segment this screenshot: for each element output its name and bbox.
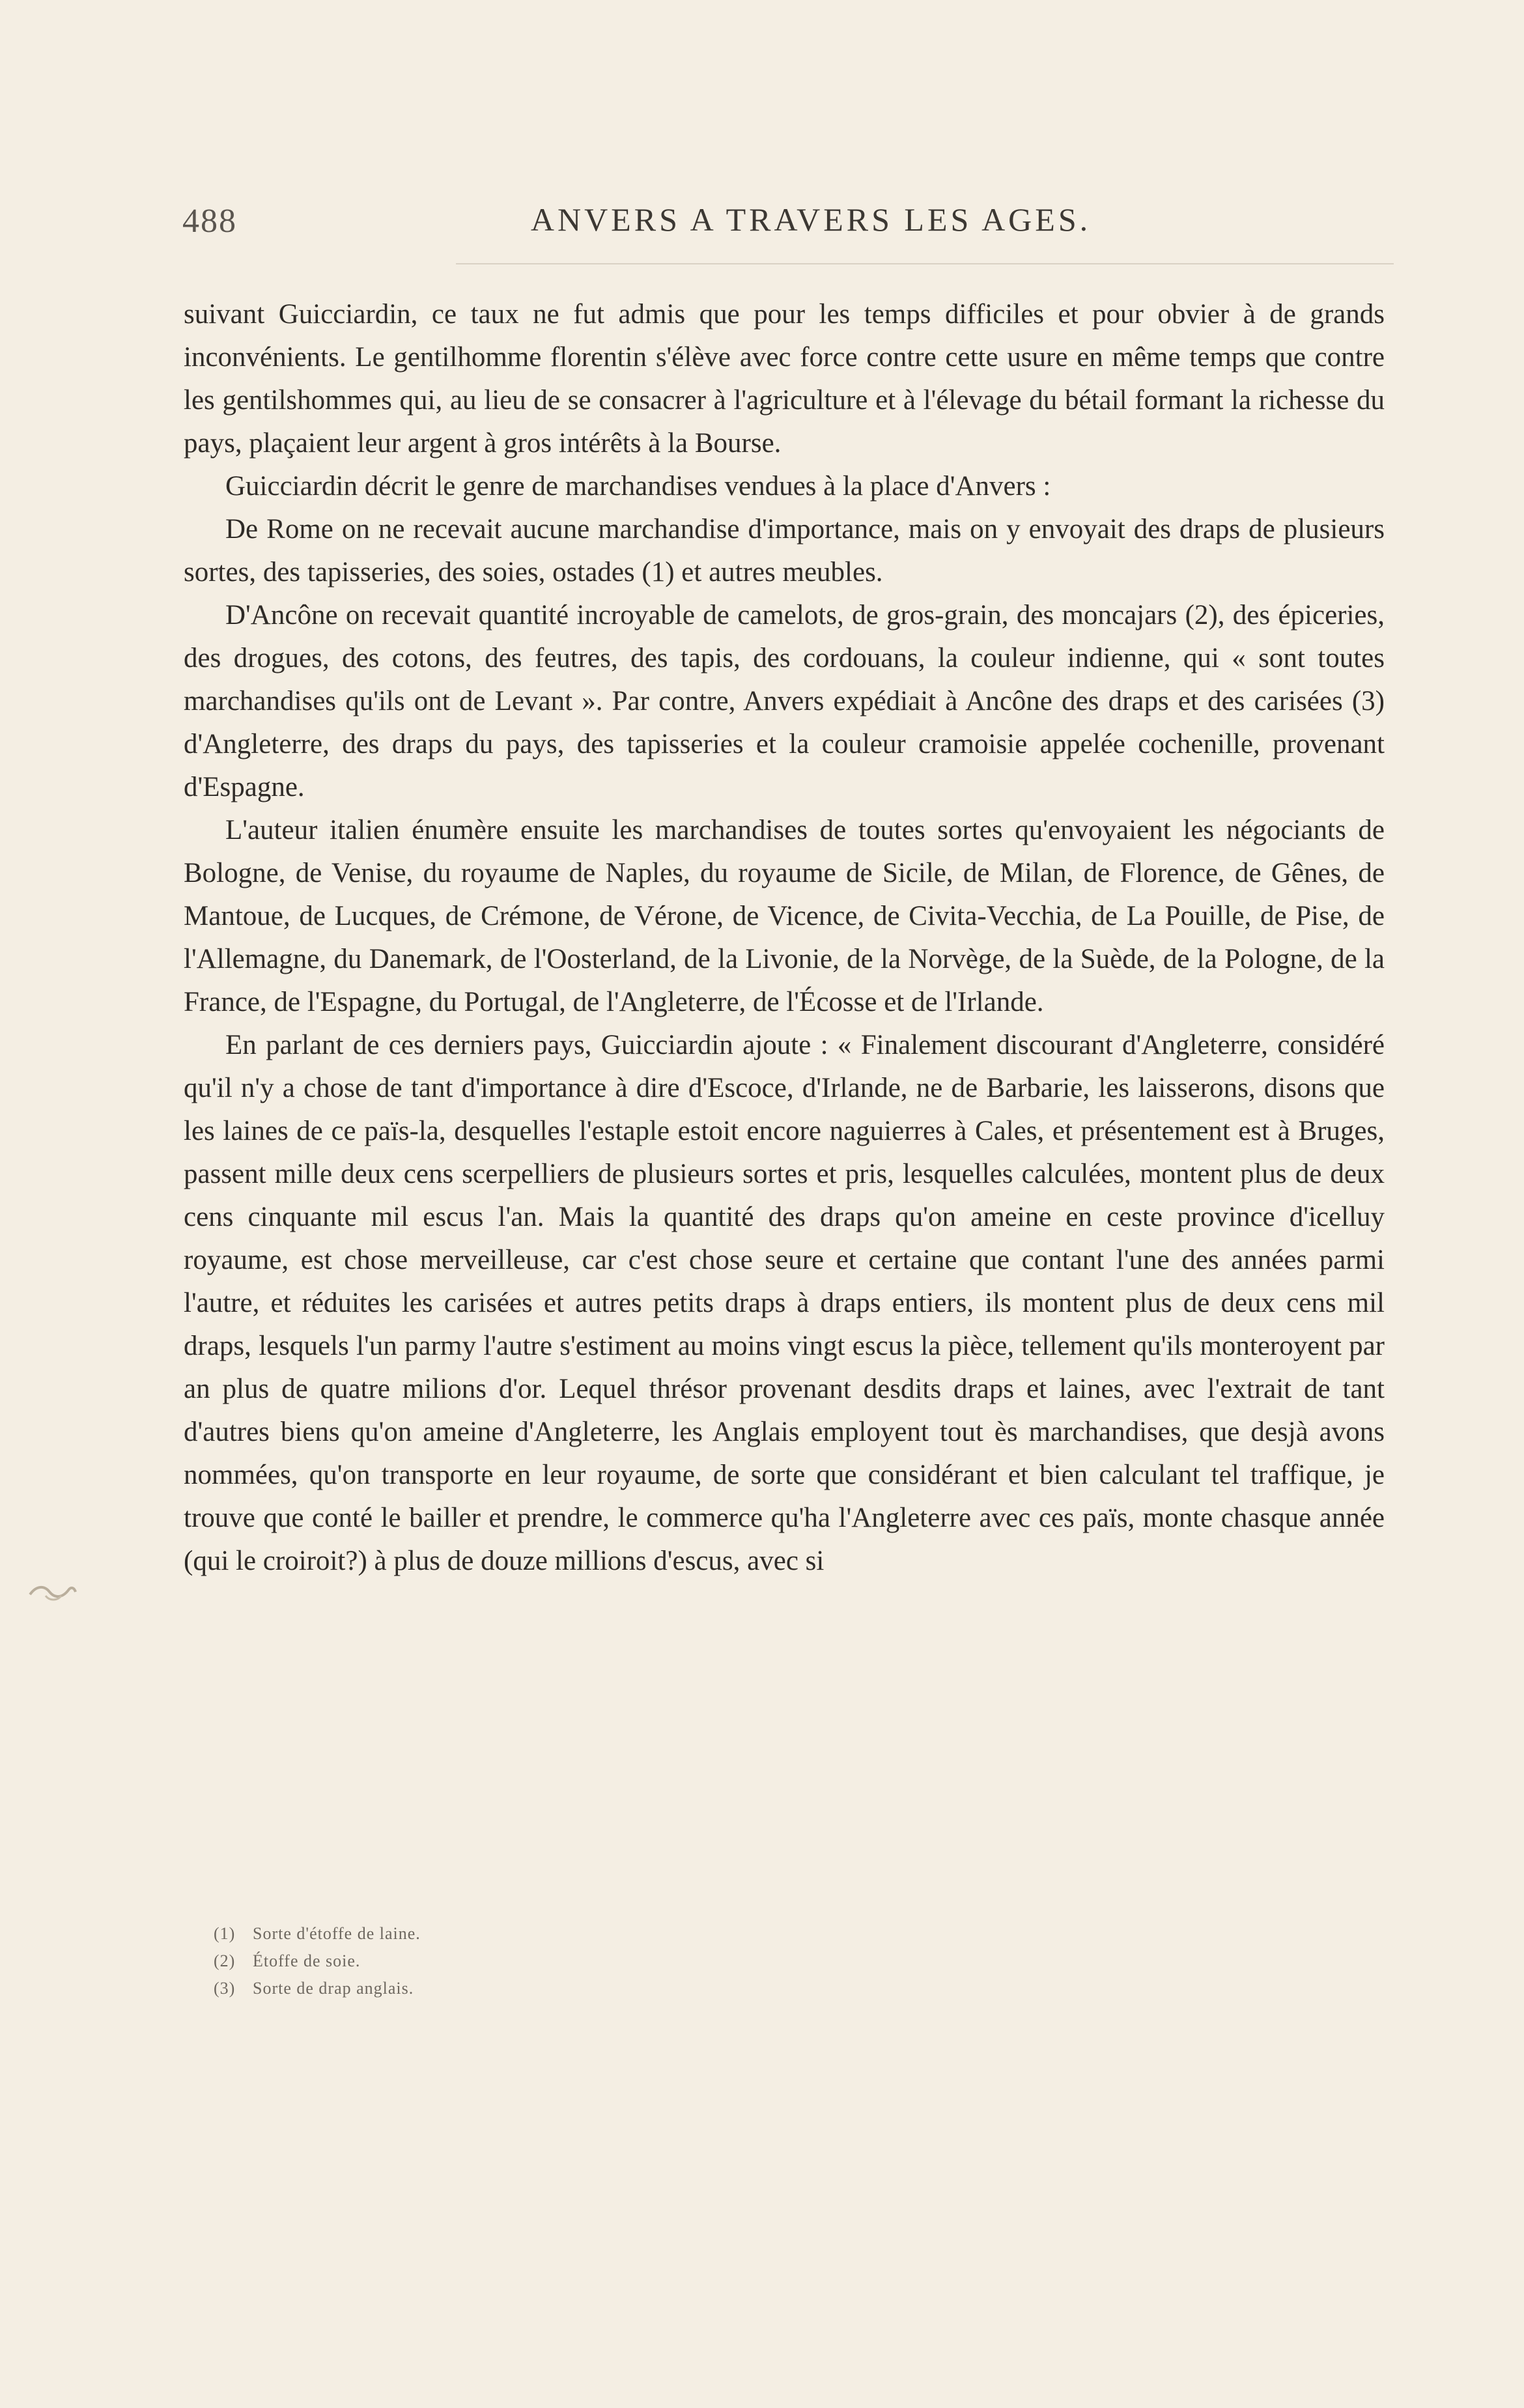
page-header [182,195,1394,248]
footnotes [214,1920,1125,2002]
paragraph: suivant Guicciardin, ce taux ne fut admis que pour les temps difficiles et pour obvier à de grands inconvénients. Le gentilhomme florentin s'élève avec force contre cette usure en même temps que contre les gentilshommes qui, au lieu de se consacrer à l'agriculture et à l'élevage du bétail formant la richesse du pays, plaçaient leur argent à gros intérêts à la Bourse. [184,299,1385,459]
footnote [214,1948,1125,1975]
paragraph: L'auteur italien énumère ensuite les marchandises de toutes sortes qu'envoyaient les négociants de Bologne, de Venise, du royaume de Naples, du royaume de Sicile, de Milan, de Florence, de Gênes, de Mantoue, de Lucques, de Crémone, de Vérone, de Vicence, de Civita-Vecchia, de La Pouille, de Pise, de l'Allemagne, du Danemark, de l'Oosterland, de la Livonie, de la Norvège, de la Suède, de la Pologne, de la France, de l'Espagne, du Portugal, de l'Angleterre, de l'Écosse et de l'Irlande. [184,815,1385,1017]
footnote-mark: (3) [214,1979,236,1998]
footnote [214,1920,1125,1948]
paragraph: Guicciardin décrit le genre de marchandises vendues à la place d'Anvers : [225,471,1051,502]
footnote-mark: (2) [214,1951,236,1970]
page-number: 488 [182,203,237,240]
footnote-text: Étoffe de soie. [253,1951,361,1970]
footnote [214,1975,1125,2002]
footnote-mark: (1) [214,1924,236,1943]
paragraph: De Rome on ne recevait aucune marchandise d'importance, mais on y envoyait des draps de plusieurs sortes, des tapisseries, des soies, ostades (1) et autres meubles. [184,514,1385,588]
footnote-text: Sorte de drap anglais. [253,1979,414,1998]
footnote-text: Sorte d'étoffe de laine. [253,1924,421,1943]
paragraph: D'Ancône on recevait quantité incroyable de camelots, de gros-grain, des moncajars (2), des épiceries, des drogues, des cotons, des feutres, des tapis, des cordouans, la couleur indienne, qui « sont toutes marchandises qu'ils ont de Levant ». Par contre, Anvers expédiait à Ancône des draps et des carisées (3) d'Angleterre, des draps du pays, des tapisseries et la couleur cramoisie appelée cochenille, provenant d'Espagne. [184,600,1385,802]
body-text [184,293,1385,1583]
running-title: ANVERS A TRAVERS LES AGES. [530,201,1092,238]
header-rule [456,263,1394,264]
margin-ornament-icon [26,1579,78,1605]
paragraph: En parlant de ces derniers pays, Guicciardin ajoute : « Finalement discourant d'Angleterre, considéré qu'il n'y a chose de tant d'importance à dire d'Escoce, d'Irlande, ne de Barbarie, les laisserons, disons que les laines de ce païs-la, desquelles l'estaple estoit encore naguierres à Cales, et présentement est à Bruges, passent mille deux cens scerpelliers de plusieurs sortes et pris, lesquelles calculées, montent plus de deux cens cinquante mil escus l'an. Mais la quantité des draps qu'on ameine en ceste province d'icelluy royaume, est chose merveilleuse, car c'est chose seure et certaine que contant l'une des années parmi l'autre, et réduites les carisées et autres petits draps à draps entiers, ils montent plus de deux cens mil draps, lesquels l'un parmy l'autre s'estiment au moins vingt escus la pièce, tellement qu'ils monteroyent par an plus de quatre milions d'or. Lequel thrésor provenant desdits draps et laines, avec l'extrait de tant d'autres biens qu'on ameine d'Angleterre, les Anglais employent tout ès marchandises, que desjà avons nommées, qu'on transporte en leur royaume, de sorte que considérant et bien calculant tel traffique, je trouve que conté le bailler et prendre, le commerce qu'ha l'Angleterre avec ces païs, monte chasque année (qui le croiroit?) à plus de douze millions d'escus, avec si [184,1030,1385,1576]
